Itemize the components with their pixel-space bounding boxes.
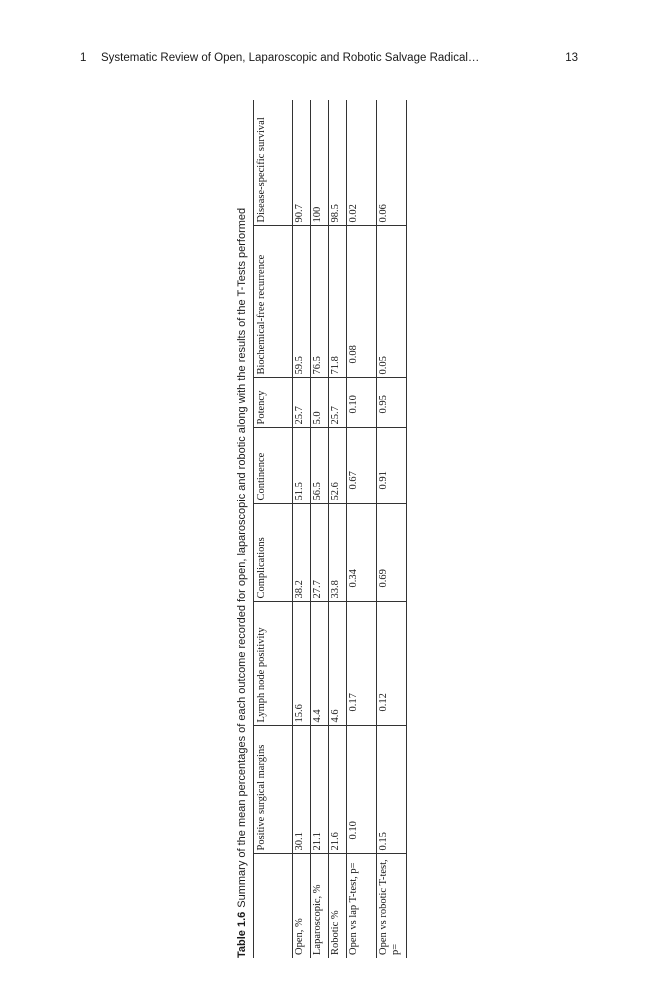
table-cell: 4.4 [311,602,329,726]
table-cell: 76.5 [311,226,329,378]
table-cell: 0.10 [347,726,377,854]
table-cell: 0.06 [377,100,407,226]
table-cell: 21.6 [329,726,347,854]
table-cell: 33.8 [329,504,347,602]
table-cell: 0.17 [347,602,377,726]
table-cell: 21.1 [311,726,329,854]
table-cell: 38.2 [293,504,311,602]
table-caption [231,100,253,958]
table-row-laparoscopic [311,100,329,958]
table-cell: 0.05 [377,226,407,378]
table-row-open [293,100,311,958]
table-cell: 0.10 [347,378,377,428]
table-cell: 0.34 [347,504,377,602]
table-cell: 0.67 [347,428,377,504]
row-label: Open vs robotic T-test, p= [378,859,401,955]
table-cell: 0.91 [377,428,407,504]
column-header-complications: Complications [254,504,293,602]
row-label: Robotic % [330,910,341,955]
table-cell: 0.69 [377,504,407,602]
table-cell: 30.1 [293,726,311,854]
column-header-bfr: Biochemical-free recurrence [254,226,293,378]
row-label: Laparoscopic, % [312,884,323,955]
table-caption-text: Summary of the mean percentages of each outcome recorded for open, laparoscopic and robotic along with the results of the T-Tests performed [236,207,248,908]
table-cell: 25.7 [329,378,347,428]
table-cell: 4.6 [329,602,347,726]
table-cell: 25.7 [293,378,311,428]
table-row-open-vs-robotic [377,100,407,958]
table-cell: 0.15 [377,726,407,854]
table-cell: 0.95 [377,378,407,428]
table-caption-label: Table 1.6 [236,911,248,958]
table-cell: 0.02 [347,100,377,226]
table-row-robotic [329,100,347,958]
table-cell: 52.6 [329,428,347,504]
row-label: Open, % [294,918,305,955]
column-header-dss: Disease-specific survival [254,100,293,226]
column-header-blank [254,854,293,958]
outcomes-table [253,100,407,958]
table-cell: 100 [311,100,329,226]
table-cell: 0.08 [347,226,377,378]
table-cell: 27.7 [311,504,329,602]
column-header-potency: Potency [254,378,293,428]
chapter-number: 1 [80,52,87,64]
table-cell: 59.5 [293,226,311,378]
table-cell: 51.5 [293,428,311,504]
table-cell: 90.7 [293,100,311,226]
table-cell: 0.12 [377,602,407,726]
table-cell: 71.8 [329,226,347,378]
running-head [80,52,580,68]
rotated-table-block [231,100,413,958]
row-label: Open vs lap T-test, p= [348,862,359,955]
table-cell: 98.5 [329,100,347,226]
table-row-open-vs-lap [347,100,377,958]
column-header-continence: Continence [254,428,293,504]
running-title: Systematic Review of Open, Laparoscopic and Robotic Salvage Radical… [101,52,480,64]
column-header-lymph: Lymph node positivity [254,602,293,726]
table-cell: 56.5 [311,428,329,504]
table-header-row [254,100,293,958]
table-cell: 15.6 [293,602,311,726]
table-cell: 5.0 [311,378,329,428]
page-number: 13 [565,52,578,64]
column-header-margins: Positive surgical margins [254,726,293,854]
